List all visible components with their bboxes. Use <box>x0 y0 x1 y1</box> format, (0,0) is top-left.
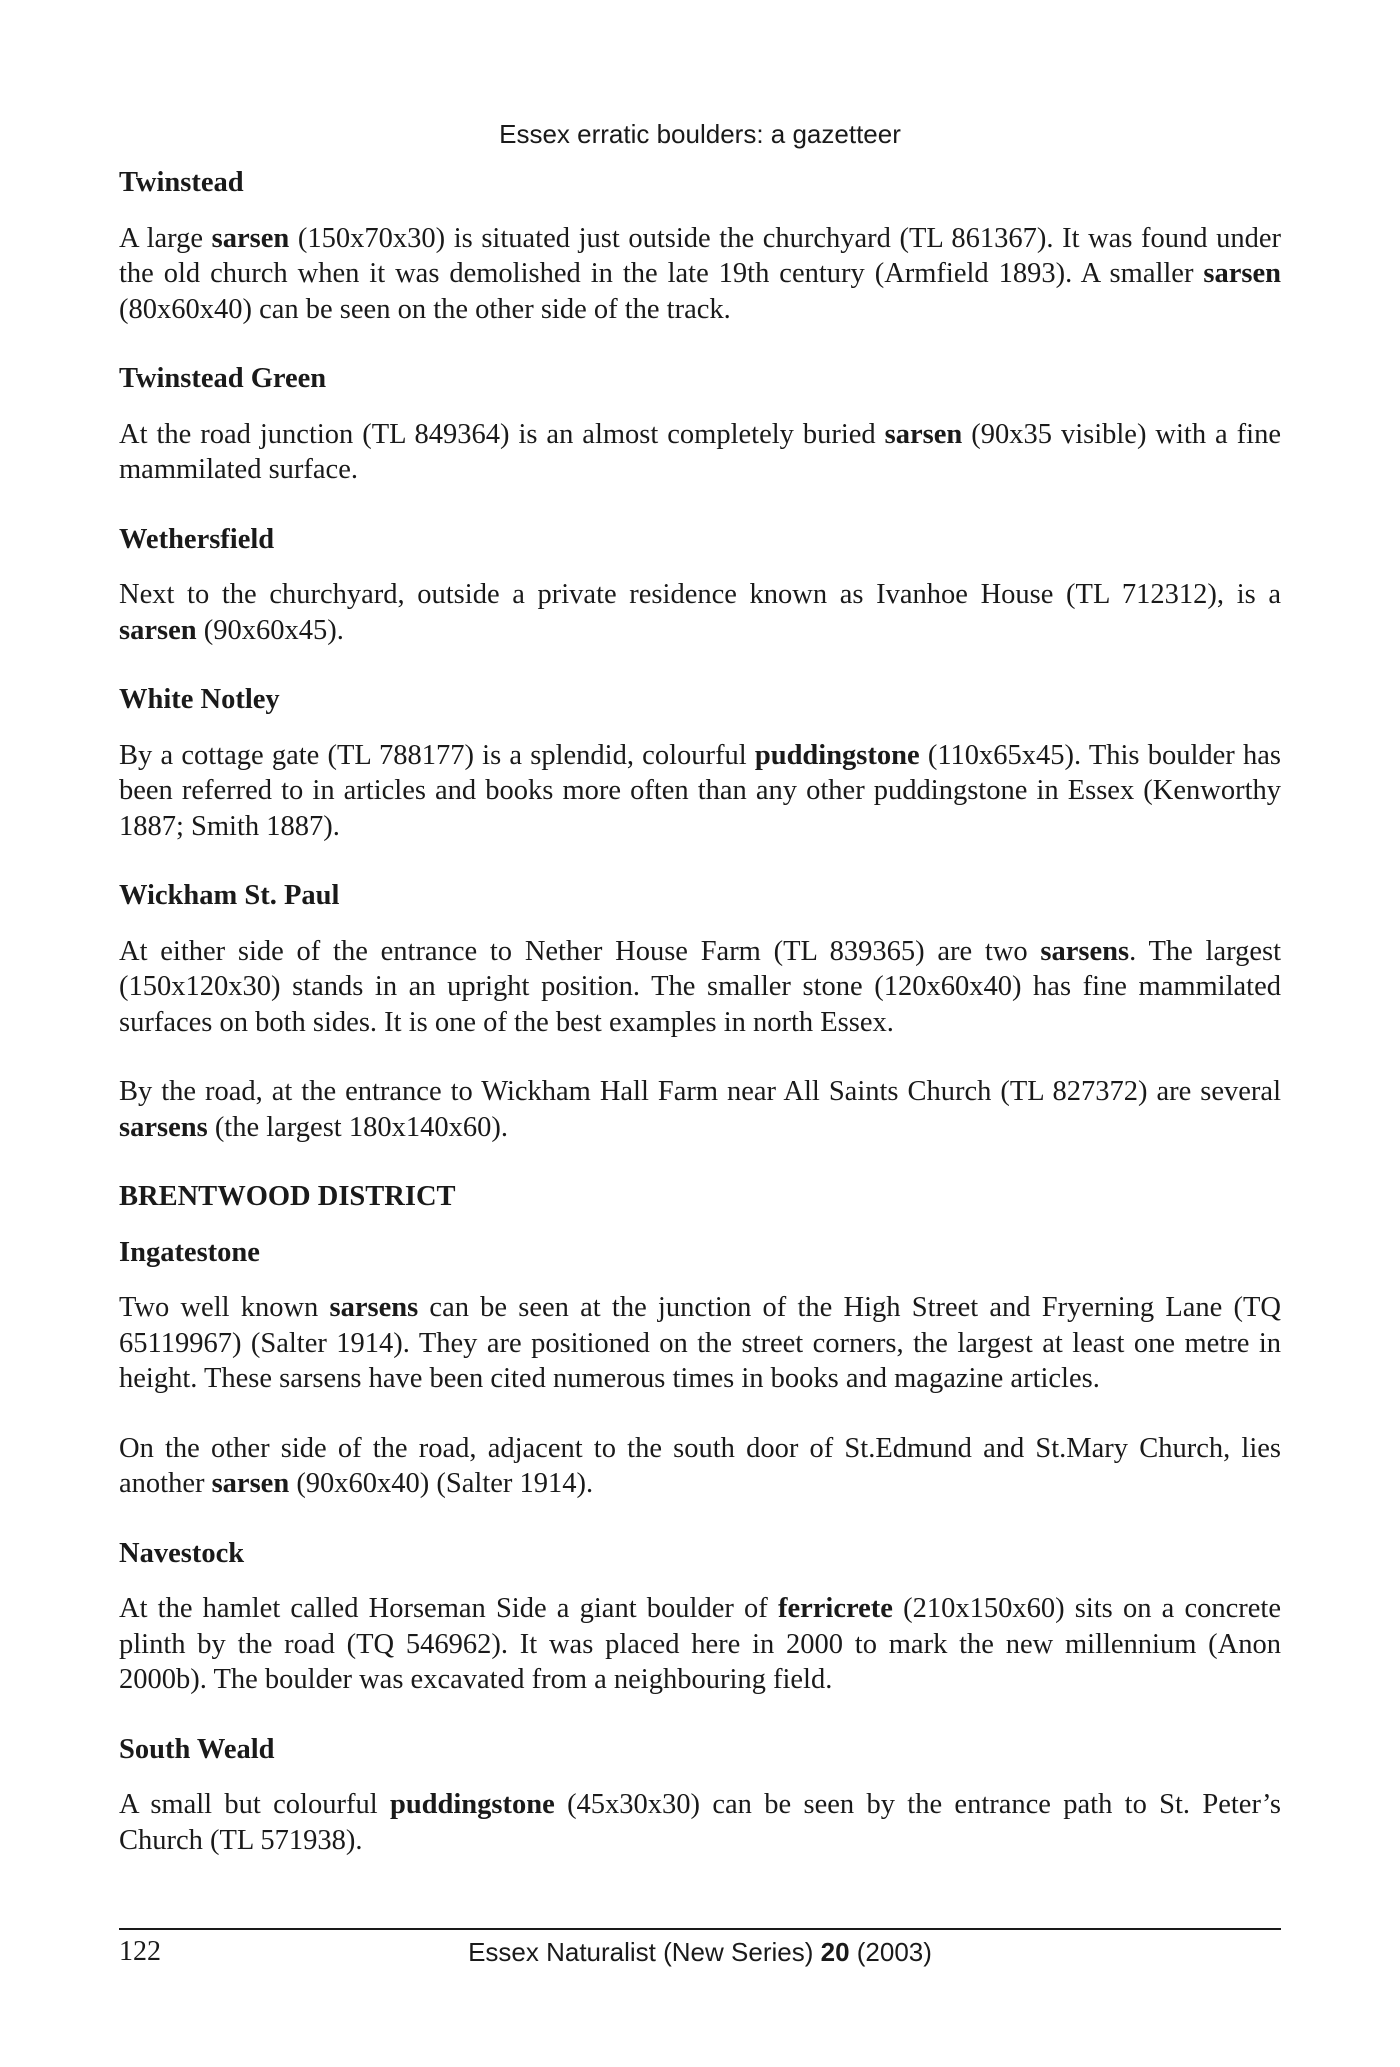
boulder-type-term: sarsen <box>1203 258 1281 289</box>
section-heading: BRENTWOOD DISTRICT <box>119 1181 456 1212</box>
text-run: Next to the churchyard, outside a private residence known as Ivanhoe House (TL 712312), is a <box>119 579 1281 610</box>
text-run: At either side of the entrance to Nether House Farm (TL 839365) are two <box>119 935 1041 967</box>
body-paragraph <box>119 1591 1281 1698</box>
text-run: (90x35 visible) with a fine mammilated surface. <box>119 418 1281 485</box>
text-run: By the road, at the entrance to Wickham Hall Farm near All Saints Church (TL 827372) are several <box>119 1076 1281 1107</box>
boulder-type-term: sarsens <box>119 1111 208 1143</box>
text-run: A large <box>119 222 212 254</box>
text-run: (90x60x40) (Salter 1914). <box>289 1468 594 1499</box>
text-run: (210x150x60) sits on a concrete plinth by the road (TQ 546962). It was placed here in 2000 to mark the new millennium (Anon 2000b). The boulder was excavated from a neighbouring field. <box>119 1593 1281 1695</box>
text-run: . The largest (150x120x30) stands in an upright position. The smaller stone (120x60x40) has fine mammilated surfaces on both sides. It is one of the best examples in north Essex. <box>119 935 1281 1038</box>
text-run: (the largest 180x140x60). <box>207 1111 508 1143</box>
footer-rule <box>119 1928 1281 1930</box>
footer-journal-citation <box>119 1935 1281 1969</box>
text-run: A small but colourful <box>119 1789 390 1820</box>
boulder-type-term: sarsen <box>211 222 290 254</box>
section-heading: Ingatestone <box>119 1236 260 1268</box>
boulder-type-term: puddingstone <box>754 739 920 771</box>
body-paragraph <box>119 1431 1281 1502</box>
text-run: Two well known <box>119 1292 330 1323</box>
boulder-type-term: puddingstone <box>389 1789 555 1820</box>
boulder-type-term: sarsens <box>329 1292 419 1323</box>
text-run: (80x60x40) can be seen on the other side of the track. <box>119 293 731 325</box>
gazetteer-content <box>119 165 1281 1892</box>
text-run: (45x30x30) can be seen by the entrance path to St. Peter’s Church (TL 571938). <box>119 1789 1282 1856</box>
text-run: At the road junction (TL 849364) is an almost completely buried <box>119 418 885 450</box>
section-heading: White Notley <box>119 684 280 715</box>
section-heading: Twinstead <box>119 167 244 198</box>
boulder-type-term: sarsen <box>884 418 963 450</box>
body-paragraph <box>119 1787 1281 1858</box>
text-run: By a cottage gate (TL 788177) is a splendid, colourful <box>119 739 755 771</box>
body-paragraph <box>119 221 1281 328</box>
section-heading: Navestock <box>119 1537 245 1569</box>
text-run: On the other side of the road, adjacent to the south door of St.Edmund and St.Mary Church, lies another <box>119 1432 1281 1499</box>
running-header: Essex erratic boulders: a gazetteer <box>499 119 901 149</box>
text-run: At the hamlet called Horseman Side a giant boulder of <box>119 1593 778 1624</box>
text-run: (110x65x45). This boulder has been referred to in articles and books more often than any other puddingstone in Essex (Kenworthy 1887; Smith 1887). <box>119 739 1281 842</box>
journal-year: (2003) <box>849 1937 932 1967</box>
page-number: 122 <box>119 1936 161 1967</box>
body-paragraph <box>119 1290 1281 1397</box>
section-heading: Wethersfield <box>119 523 275 555</box>
boulder-type-term: sarsens <box>1040 935 1130 967</box>
journal-name: Essex Naturalist (New Series) <box>468 1937 821 1967</box>
boulder-type-term: sarsen <box>119 614 197 646</box>
text-run: (90x60x45). <box>196 614 344 646</box>
text-run: can be seen at the junction of the High Street and Fryerning Lane (TQ 65119967) (Salter 1914). They are positioned on the street corners, the largest at least one metre in height. These sarsens have been cited numerous times in books and magazine articles. <box>119 1292 1282 1394</box>
text-run: (150x70x30) is situated just outside the churchyard (TL 861367). It was found under the old church when it was demolished in the late 19th century (Armfield 1893). A smaller <box>119 222 1282 289</box>
document-page <box>119 0 1281 2067</box>
journal-volume: 20 <box>820 1937 850 1967</box>
body-paragraph <box>119 1074 1281 1145</box>
body-paragraph <box>119 417 1281 488</box>
body-paragraph <box>119 738 1281 845</box>
section-heading: Wickham St. Paul <box>119 880 340 911</box>
body-paragraph <box>119 577 1281 648</box>
boulder-type-term: sarsen <box>211 1468 290 1499</box>
section-heading: Twinstead Green <box>119 363 327 394</box>
boulder-type-term: ferricrete <box>777 1593 893 1624</box>
section-heading: South Weald <box>119 1733 275 1765</box>
body-paragraph <box>119 934 1281 1041</box>
